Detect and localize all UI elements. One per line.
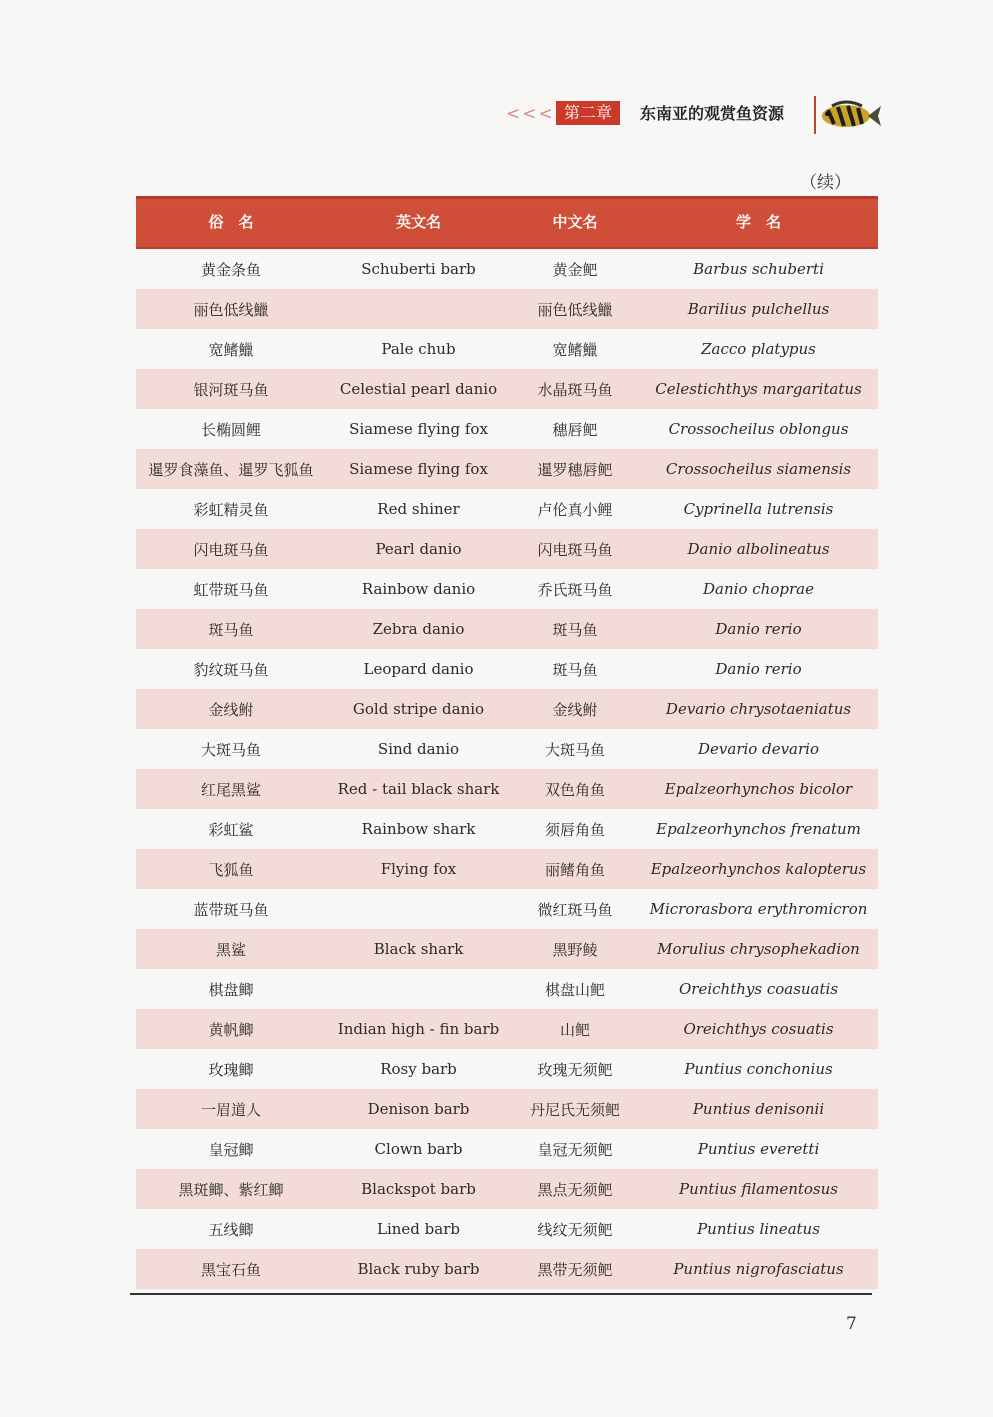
cell-chinese-name: 棋盘山鲃 <box>511 969 639 1009</box>
page-number: 7 <box>846 1314 857 1334</box>
cell-english-name: Lined barb <box>326 1209 511 1249</box>
cell-common-name: 虹带斑马鱼 <box>136 569 326 609</box>
table-row <box>136 1209 878 1249</box>
table-row <box>136 809 878 849</box>
column-header-scientific-name: 学 名 <box>639 196 878 248</box>
cell-english-name: Black ruby barb <box>326 1249 511 1289</box>
table-row <box>136 1049 878 1089</box>
cell-common-name: 斑马鱼 <box>136 609 326 649</box>
cell-chinese-name: 线纹无须鲃 <box>511 1209 639 1249</box>
cell-chinese-name: 水晶斑马鱼 <box>511 369 639 409</box>
table-row <box>136 1129 878 1169</box>
cell-chinese-name: 双色角鱼 <box>511 769 639 809</box>
cell-english-name: Siamese flying fox <box>326 449 511 489</box>
cell-scientific-name: Devario devario <box>639 729 878 769</box>
cell-scientific-name: Puntius nigrofasciatus <box>639 1249 878 1289</box>
cell-chinese-name: 闪电斑马鱼 <box>511 529 639 569</box>
cell-common-name: 银河斑马鱼 <box>136 369 326 409</box>
cell-common-name: 黑鲨 <box>136 929 326 969</box>
cell-english-name: Pale chub <box>326 329 511 369</box>
cell-english-name: Zebra danio <box>326 609 511 649</box>
cell-chinese-name: 丽鳍角鱼 <box>511 849 639 889</box>
cell-scientific-name: Puntius conchonius <box>639 1049 878 1089</box>
cell-common-name: 黄帆鲫 <box>136 1009 326 1049</box>
cell-chinese-name: 穗唇鲃 <box>511 409 639 449</box>
cell-english-name: Pearl danio <box>326 529 511 569</box>
table-row <box>136 849 878 889</box>
cell-chinese-name: 丹尼氏无须鲃 <box>511 1089 639 1129</box>
cell-common-name: 金线鲋 <box>136 689 326 729</box>
cell-common-name: 黑斑鲫、紫红鲫 <box>136 1169 326 1209</box>
cell-chinese-name: 皇冠无须鲃 <box>511 1129 639 1169</box>
table-row <box>136 409 878 449</box>
table-row <box>136 369 878 409</box>
cell-common-name: 黄金条鱼 <box>136 248 326 289</box>
cell-english-name: Celestial pearl danio <box>326 369 511 409</box>
cell-scientific-name: Epalzeorhynchos bicolor <box>639 769 878 809</box>
cell-scientific-name: Zacco platypus <box>639 329 878 369</box>
cell-english-name: Clown barb <box>326 1129 511 1169</box>
cell-common-name: 一眉道人 <box>136 1089 326 1129</box>
cell-english-name <box>326 289 511 329</box>
cell-scientific-name: Puntius denisonii <box>639 1089 878 1129</box>
table-row <box>136 1089 878 1129</box>
table-row <box>136 1009 878 1049</box>
fish-icon <box>818 98 882 132</box>
cell-english-name: Flying fox <box>326 849 511 889</box>
cell-common-name: 暹罗食藻鱼、暹罗飞狐鱼 <box>136 449 326 489</box>
cell-chinese-name: 黑点无须鲃 <box>511 1169 639 1209</box>
table-row <box>136 1249 878 1289</box>
cell-chinese-name: 宽鳍鱲 <box>511 329 639 369</box>
cell-common-name: 彩虹鲨 <box>136 809 326 849</box>
table-row <box>136 609 878 649</box>
cell-common-name: 豹纹斑马鱼 <box>136 649 326 689</box>
cell-scientific-name: Oreichthys coasuatis <box>639 969 878 1009</box>
table-row <box>136 569 878 609</box>
cell-chinese-name: 玫瑰无须鲃 <box>511 1049 639 1089</box>
cell-scientific-name: Epalzeorhynchos kalopterus <box>639 849 878 889</box>
table-row <box>136 489 878 529</box>
cell-common-name: 宽鳍鱲 <box>136 329 326 369</box>
table-row <box>136 1169 878 1209</box>
table-row <box>136 529 878 569</box>
cell-chinese-name: 斑马鱼 <box>511 649 639 689</box>
cell-chinese-name: 山鲃 <box>511 1009 639 1049</box>
cell-scientific-name: Oreichthys cosuatis <box>639 1009 878 1049</box>
cell-chinese-name: 黑野鲮 <box>511 929 639 969</box>
cell-english-name: Sind danio <box>326 729 511 769</box>
cell-scientific-name: Barilius pulchellus <box>639 289 878 329</box>
cell-chinese-name: 暹罗穗唇鲃 <box>511 449 639 489</box>
table-row <box>136 729 878 769</box>
chapter-label: 第二章 <box>556 101 620 125</box>
cell-scientific-name: Epalzeorhynchos frenatum <box>639 809 878 849</box>
table-row <box>136 649 878 689</box>
cell-scientific-name: Puntius lineatus <box>639 1209 878 1249</box>
table-row <box>136 248 878 289</box>
cell-scientific-name: Cyprinella lutrensis <box>639 489 878 529</box>
cell-common-name: 大斑马鱼 <box>136 729 326 769</box>
cell-common-name: 飞狐鱼 <box>136 849 326 889</box>
cell-common-name: 红尾黑鲨 <box>136 769 326 809</box>
chevrons-icon: <<< <box>506 104 555 124</box>
cell-scientific-name: Crossocheilus oblongus <box>639 409 878 449</box>
cell-english-name: Rainbow shark <box>326 809 511 849</box>
cell-english-name: Leopard danio <box>326 649 511 689</box>
cell-common-name: 棋盘鲫 <box>136 969 326 1009</box>
table-row <box>136 329 878 369</box>
cell-scientific-name: Crossocheilus siamensis <box>639 449 878 489</box>
cell-english-name: Red - tail black shark <box>326 769 511 809</box>
cell-common-name: 皇冠鲫 <box>136 1129 326 1169</box>
chapter-title: 东南亚的观赏鱼资源 <box>640 104 785 123</box>
cell-chinese-name: 金线鲋 <box>511 689 639 729</box>
cell-english-name: Blackspot barb <box>326 1169 511 1209</box>
cell-scientific-name: Danio choprae <box>639 569 878 609</box>
cell-common-name: 长椭圆鲤 <box>136 409 326 449</box>
cell-scientific-name: Puntius filamentosus <box>639 1169 878 1209</box>
cell-scientific-name: Celestichthys margaritatus <box>639 369 878 409</box>
cell-chinese-name: 微红斑马鱼 <box>511 889 639 929</box>
running-header <box>500 96 900 136</box>
cell-scientific-name: Microrasbora erythromicron <box>639 889 878 929</box>
cell-common-name: 闪电斑马鱼 <box>136 529 326 569</box>
cell-english-name: Siamese flying fox <box>326 409 511 449</box>
cell-scientific-name: Puntius everetti <box>639 1129 878 1169</box>
column-header-english-name: 英文名 <box>326 196 511 248</box>
cell-common-name: 蓝带斑马鱼 <box>136 889 326 929</box>
cell-english-name: Black shark <box>326 929 511 969</box>
cell-english-name: Schuberti barb <box>326 248 511 289</box>
cell-common-name: 彩虹精灵鱼 <box>136 489 326 529</box>
cell-scientific-name: Danio rerio <box>639 649 878 689</box>
cell-chinese-name: 乔氏斑马鱼 <box>511 569 639 609</box>
cell-scientific-name: Danio rerio <box>639 609 878 649</box>
cell-common-name: 黑宝石鱼 <box>136 1249 326 1289</box>
cell-chinese-name: 须唇角鱼 <box>511 809 639 849</box>
continued-label: （续） <box>800 173 851 193</box>
cell-chinese-name: 斑马鱼 <box>511 609 639 649</box>
table-row <box>136 929 878 969</box>
cell-english-name: Denison barb <box>326 1089 511 1129</box>
column-header-chinese-name: 中文名 <box>511 196 639 248</box>
header-divider <box>814 96 816 134</box>
cell-english-name: Rainbow danio <box>326 569 511 609</box>
fish-table <box>136 196 878 1289</box>
cell-english-name: Rosy barb <box>326 1049 511 1089</box>
cell-english-name: Gold stripe danio <box>326 689 511 729</box>
cell-scientific-name: Danio albolineatus <box>639 529 878 569</box>
table-row <box>136 289 878 329</box>
table-header-row <box>136 196 878 248</box>
cell-common-name: 玫瑰鲫 <box>136 1049 326 1089</box>
cell-scientific-name: Morulius chrysophekadion <box>639 929 878 969</box>
cell-chinese-name: 黄金鲃 <box>511 248 639 289</box>
bottom-rule <box>130 1293 872 1295</box>
cell-scientific-name: Barbus schuberti <box>639 248 878 289</box>
cell-english-name: Red shiner <box>326 489 511 529</box>
cell-chinese-name: 丽色低线鱲 <box>511 289 639 329</box>
table-row <box>136 889 878 929</box>
cell-chinese-name: 卢伦真小鲤 <box>511 489 639 529</box>
cell-chinese-name: 黑带无须鲃 <box>511 1249 639 1289</box>
cell-english-name <box>326 889 511 929</box>
cell-common-name: 五线鲫 <box>136 1209 326 1249</box>
table-row <box>136 969 878 1009</box>
cell-english-name: Indian high - fin barb <box>326 1009 511 1049</box>
table-row <box>136 769 878 809</box>
column-header-common-name: 俗 名 <box>136 196 326 248</box>
cell-english-name <box>326 969 511 1009</box>
cell-scientific-name: Devario chrysotaeniatus <box>639 689 878 729</box>
cell-common-name: 丽色低线鱲 <box>136 289 326 329</box>
table-row <box>136 449 878 489</box>
cell-chinese-name: 大斑马鱼 <box>511 729 639 769</box>
table-row <box>136 689 878 729</box>
